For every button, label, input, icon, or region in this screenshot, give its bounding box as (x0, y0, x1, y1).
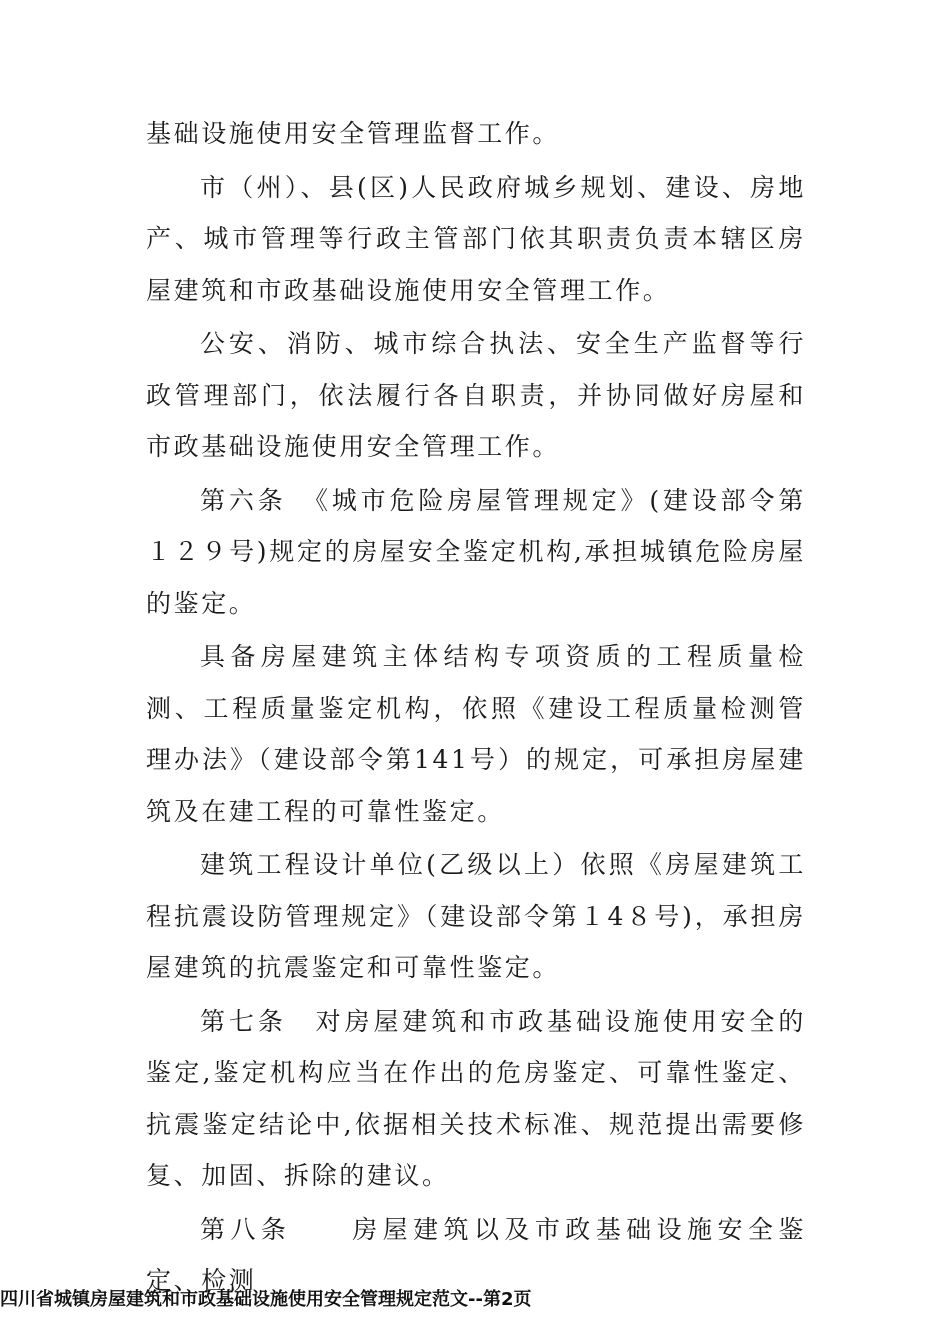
paragraph-5: 具备房屋建筑主体结构专项资质的工程质量检测、工程质量鉴定机构，依照《建设工程质量检测管理办法》（建设部令第141号）的规定，可承担房屋建筑及在建工程的可靠性鉴定。 (146, 642, 806, 826)
paragraph-article-6: 第六条 《城市危险房屋管理规定》(建设部令第１２９号)规定的房屋安全鉴定机构,承担城镇危险房屋的鉴定。 (146, 485, 806, 618)
paragraph-article-7: 第七条 对房屋建筑和市政基础设施使用安全的鉴定,鉴定机构应当在作出的危房鉴定、可靠性鉴定、抗震鉴定结论中,依据相关技术标准、规范提出需要修复、加固、拆除的建议。 (146, 1006, 806, 1190)
paragraph-3: 公安、消防、城市综合执法、安全生产监督等行政管理部门，依法履行各自职责，并协同做好房屋和市政基础设施使用安全管理工作。 (146, 329, 806, 461)
paragraph-6: 建筑工程设计单位(乙级以上）依照《房屋建筑工程抗震设防管理规定》（建设部令第１4８号)，承担房屋建筑的抗震鉴定和可靠性鉴定。 (146, 850, 806, 982)
paragraph-article-8: 第八条 房屋建筑以及市政基础设施安全鉴定、检测 (146, 1214, 806, 1295)
paragraph-2: 市（州）、县(区)人民政府城乡规划、建设、房地产、城市管理等行政主管部门依其职责负责本辖区房屋建筑和市政基础设施使用安全管理工作。 (146, 172, 806, 305)
paragraph-1: 基础设施使用安全管理监督工作。 (146, 119, 561, 148)
document-body (146, 108, 806, 1309)
page-footer: 四川省城镇房屋建筑和市政基础设施使用安全管理规定范文--第2页 (0, 1289, 532, 1310)
